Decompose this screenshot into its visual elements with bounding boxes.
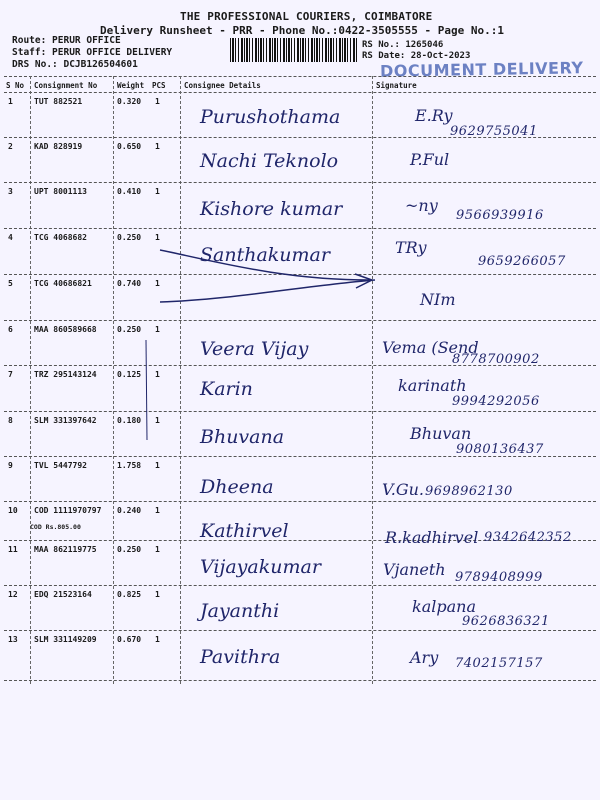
row-pcs: 1 [155, 370, 160, 379]
row-separator [4, 411, 596, 412]
recipient-signature: P.Ful [410, 150, 450, 169]
recipient-phone: 9994292056 [452, 394, 540, 409]
column-header-sno: S No [6, 81, 25, 90]
recipient-phone: 8778700902 [452, 352, 540, 367]
consignee-handwritten-name: Karin [200, 378, 253, 400]
row-weight: 0.320 [117, 97, 142, 106]
row-weight: 0.250 [117, 233, 142, 242]
row-consignment-no: SLM 331149209 [34, 635, 97, 644]
column-divider [180, 76, 181, 684]
row-consignment-no: UPT 8001113 [34, 187, 87, 196]
consignee-handwritten-name: Pavithra [200, 646, 281, 668]
row-pcs: 1 [155, 233, 160, 242]
row-consignment-no: TRZ 295143124 [34, 370, 97, 379]
recipient-phone: 9789408999 [455, 570, 543, 585]
recipient-signature: R.kadhirvel [385, 528, 479, 547]
consignee-handwritten-name: Kishore kumar [200, 198, 343, 220]
row-separator [4, 228, 596, 229]
row-pcs: 1 [155, 590, 160, 599]
row-consignment-no: COD 1111970797 [34, 506, 102, 515]
row-weight: 0.240 [117, 506, 142, 515]
company-title: THE PROFESSIONAL COURIERS, COIMBATORE [180, 10, 433, 23]
row-sno: 4 [8, 233, 13, 242]
row-consignment-no: MAA 862119775 [34, 545, 97, 554]
staff-label: Staff: PERUR OFFICE DELIVERY [12, 47, 173, 58]
recipient-signature: V.Gu. [382, 480, 425, 499]
row-pcs: 1 [155, 325, 160, 334]
consignee-handwritten-name: Jayanthi [200, 600, 280, 622]
document-delivery-stamp: DOCUMENT DELIVERY [379, 58, 584, 81]
consignee-handwritten-name: Purushothama [200, 106, 341, 128]
recipient-phone: 9342642352 [484, 530, 572, 545]
consignee-handwritten-name: Vijayakumar [200, 556, 321, 578]
row-sno: 6 [8, 325, 13, 334]
recipient-signature: karinath [398, 376, 467, 395]
column-header-weight: Weight [117, 81, 145, 90]
row-pcs: 1 [155, 506, 160, 515]
row-weight: 1.758 [117, 461, 142, 470]
recipient-signature: NIm [420, 290, 456, 309]
column-header-pcs: PCS [152, 81, 166, 90]
recipient-signature: Ary [410, 648, 439, 667]
row-weight: 0.650 [117, 142, 142, 151]
drs-number: DRS No.: DCJB126504601 [12, 59, 138, 70]
row-pcs: 1 [155, 279, 160, 288]
row-pcs: 1 [155, 97, 160, 106]
recipient-phone: 9566939916 [456, 208, 544, 223]
row-weight: 0.125 [117, 370, 142, 379]
column-header-signature: Signature [376, 81, 417, 90]
column-header-consignee: Consignee Details [184, 81, 261, 90]
recipient-phone: 9629755041 [450, 124, 538, 139]
row-separator [4, 501, 596, 502]
row-sno: 10 [8, 506, 18, 515]
recipient-phone: 7402157157 [455, 656, 543, 671]
recipient-signature: TRy [395, 238, 427, 257]
recipient-signature: E.Ry [415, 106, 453, 125]
row-pcs: 1 [155, 635, 160, 644]
column-divider [113, 76, 114, 684]
row-consignment-no: EDQ 21523164 [34, 590, 92, 599]
row-consignment-no: TVL 5447792 [34, 461, 87, 470]
row-sno: 1 [8, 97, 13, 106]
recipient-phone: 9626836321 [462, 614, 550, 629]
row-sno: 2 [8, 142, 13, 151]
row-sno: 13 [8, 635, 18, 644]
consignee-handwritten-name: Nachi Teknolo [200, 150, 339, 172]
row-weight: 0.670 [117, 635, 142, 644]
pen-mark [140, 340, 152, 440]
recipient-phone: 9698962130 [425, 484, 513, 499]
row-weight: 0.250 [117, 325, 142, 334]
recipient-signature: Vjaneth [383, 560, 446, 579]
row-separator [4, 680, 596, 681]
table-top-rule [4, 76, 596, 77]
column-divider [30, 76, 31, 684]
row-pcs: 1 [155, 461, 160, 470]
consignee-handwritten-name: Veera Vijay [200, 338, 309, 360]
row-separator [4, 182, 596, 183]
rs-date: RS Date: 28-Oct-2023 [362, 51, 471, 61]
row-separator [4, 320, 596, 321]
row-sno: 5 [8, 279, 13, 288]
row-consignment-no: TCG 40686821 [34, 279, 92, 288]
recipient-phone: 9659266057 [478, 254, 566, 269]
recipient-signature: kalpana [412, 597, 476, 616]
row-pcs: 1 [155, 545, 160, 554]
row-separator [4, 630, 596, 631]
runsheet-subtitle: Delivery Runsheet - PRR - Phone No.:0422-3505555 - Page No.:1 [100, 24, 504, 37]
recipient-signature: Bhuvan [410, 424, 472, 443]
column-header-consignment: Consignment No [34, 81, 98, 90]
strike-through-scribble [150, 240, 380, 320]
recipient-signature: ~ny [405, 196, 438, 215]
row-pcs: 1 [155, 187, 160, 196]
row-sno: 9 [8, 461, 13, 470]
barcode-image [230, 38, 358, 62]
row-sno: 12 [8, 590, 18, 599]
cod-amount: COD Rs.805.00 [30, 523, 81, 531]
row-weight: 0.410 [117, 187, 142, 196]
row-consignment-no: TCG 4068682 [34, 233, 87, 242]
header-bottom-rule [4, 92, 596, 93]
recipient-signature: Vema (Send [382, 338, 479, 357]
row-consignment-no: SLM 331397642 [34, 416, 97, 425]
row-weight: 0.740 [117, 279, 142, 288]
rs-number: RS No.: 1265046 [362, 40, 444, 50]
consignee-handwritten-name: Dheena [200, 476, 274, 498]
route-label: Route: PERUR OFFICE [12, 35, 121, 46]
recipient-phone: 9080136437 [456, 442, 544, 457]
row-sno: 11 [8, 545, 18, 554]
row-sno: 8 [8, 416, 13, 425]
row-pcs: 1 [155, 142, 160, 151]
row-sno: 7 [8, 370, 13, 379]
row-weight: 0.180 [117, 416, 142, 425]
row-sno: 3 [8, 187, 13, 196]
row-weight: 0.825 [117, 590, 142, 599]
row-pcs: 1 [155, 416, 160, 425]
row-separator [4, 585, 596, 586]
row-weight: 0.250 [117, 545, 142, 554]
consignee-handwritten-name: Kathirvel [200, 520, 289, 542]
row-consignment-no: KAD 828919 [34, 142, 83, 151]
row-consignment-no: TUT 882521 [34, 97, 83, 106]
consignee-handwritten-name: Bhuvana [200, 426, 285, 448]
row-consignment-no: MAA 860589668 [34, 325, 97, 334]
column-divider [372, 76, 373, 684]
consignee-handwritten-name: Santhakumar [200, 244, 330, 266]
